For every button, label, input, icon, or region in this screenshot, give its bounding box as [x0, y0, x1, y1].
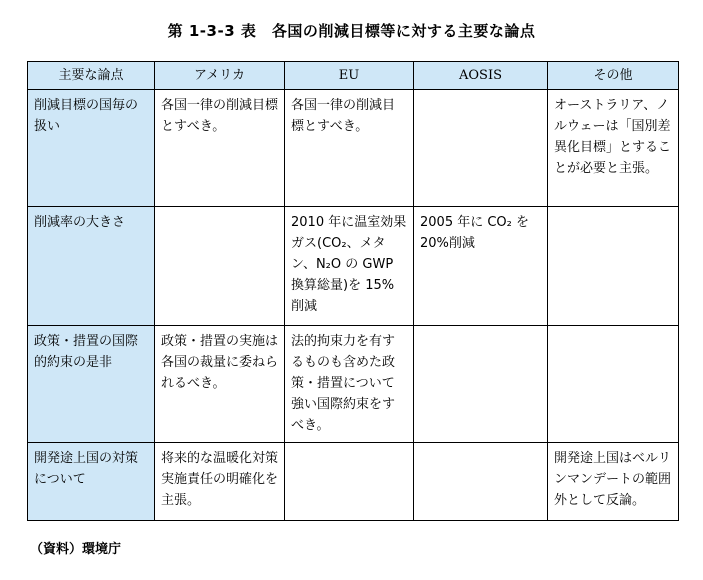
table-row	[28, 207, 679, 326]
row-other-cell	[548, 326, 679, 443]
row-aosis-cell	[414, 90, 548, 207]
header-aosis: AOSIS	[414, 62, 548, 90]
table-row	[28, 443, 679, 521]
row-eu-cell: 2010 年に温室効果ガス(CO₂、メタン、N₂O の GWP 換算総量)を 15%削減	[285, 207, 414, 326]
row-eu-cell: 法的拘束力を有するものも含めた政策・措置について強い国際約束をすべき。	[285, 326, 414, 443]
table-title: 第 1-3-3 表 各国の削減目標等に対する主要な論点	[167, 22, 536, 40]
row-aosis-cell	[414, 443, 548, 521]
header-eu: EU	[285, 62, 414, 90]
row-usa-cell: 政策・措置の実施は各国の裁量に委ねられるべき。	[155, 326, 285, 443]
row-usa-cell: 将来的な温暖化対策実施責任の明確化を主張。	[155, 443, 285, 521]
source-note: （資料）環境庁	[30, 542, 122, 557]
issues-table	[27, 61, 679, 521]
header-row	[28, 62, 679, 90]
row-other-cell	[548, 207, 679, 326]
row-eu-cell	[285, 443, 414, 521]
table-row	[28, 326, 679, 443]
row-eu-cell: 各国一律の削減目標とすべき。	[285, 90, 414, 207]
header-other: その他	[548, 62, 679, 90]
row-issue-cell: 開発途上国の対策について	[28, 443, 155, 521]
row-usa-cell: 各国一律の削減目標とすべき。	[155, 90, 285, 207]
row-aosis-cell	[414, 326, 548, 443]
row-issue-cell: 政策・措置の国際的約束の是非	[28, 326, 155, 443]
row-usa-cell	[155, 207, 285, 326]
header-usa: アメリカ	[155, 62, 285, 90]
row-issue-cell: 削減目標の国毎の扱い	[28, 90, 155, 207]
row-issue-cell: 削減率の大きさ	[28, 207, 155, 326]
header-issue: 主要な論点	[28, 62, 155, 90]
table-row	[28, 90, 679, 207]
row-other-cell: 開発途上国はベルリンマンデートの範囲外として反論。	[548, 443, 679, 521]
row-aosis-cell: 2005 年に CO₂ を 20%削減	[414, 207, 548, 326]
row-other-cell: オーストラリア、ノルウェーは「国別差異化目標」とすることが必要と主張。	[548, 90, 679, 207]
